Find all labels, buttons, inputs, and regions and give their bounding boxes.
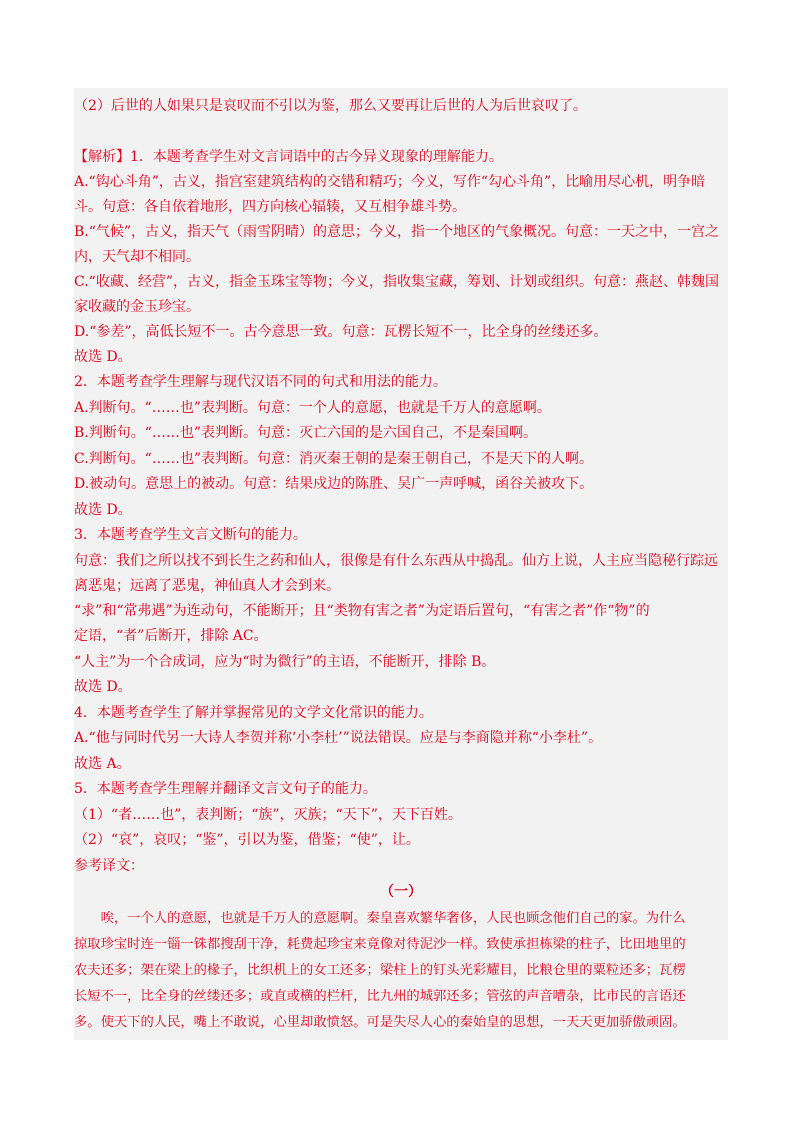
analysis-line: 内，天气却不相同。 xyxy=(74,249,200,265)
translation-line: 多。使天下的人民，嘴上不敢说，心里却敢愤怒。可是失尽人心的秦始皇的思想，一天天更加骄傲顽固。 xyxy=(74,1015,686,1030)
analysis-line: 定语，“者”后断开，排除 AC。 xyxy=(74,628,268,644)
translation-line: 长短不一，比全身的丝缕还多；或直或横的栏杆，比九州的城郭还多；管弦的声音嘈杂，比市民的言语还 xyxy=(74,989,686,1004)
analysis-line: “人主”为一个合成词，应为“时为微行”的主语，不能断开，排除 B。 xyxy=(74,654,496,670)
analysis-heading: 2．本题考查学生理解与现代汉语不同的句式和用法的能力。 xyxy=(74,374,447,390)
translation-line: 农夫还多；架在梁上的椽子，比织机上的女工还多；梁柱上的钉头光彩耀目，比粮仓里的粟粒还多；瓦楞 xyxy=(74,963,686,978)
analysis-line: D.被动句。意思上的被动。句意：结果戍边的陈胜、吴广一声呼喊，函谷关被攻下。 xyxy=(74,476,594,492)
analysis-line: “求”和“常弗遇”为连动句，不能断开；且“类物有害之者”为定语后置句，“有害之者”作“物”的 xyxy=(74,603,650,619)
translation-line: 掠取珍宝时连一锱一铢都搜刮干净，耗费起珍宝来竟像对待泥沙一样。致使承担栋梁的柱子，比田地里的 xyxy=(74,937,686,952)
answer-choice-line: 故选 D。 xyxy=(74,679,132,695)
analysis-heading: 3．本题考查学生文言文断句的能力。 xyxy=(74,527,307,543)
reference-translation-label: 参考译文： xyxy=(74,858,144,874)
analysis-line: A.判断句。“……也”表判断。句意：一个人的意愿，也就是千万人的意愿啊。 xyxy=(74,400,551,416)
analysis-heading: 4．本题考查学生了解并掌握常见的文学文化常识的能力。 xyxy=(74,705,433,721)
analysis-heading: 5．本题考查学生理解并翻译文言文句子的能力。 xyxy=(74,781,377,797)
analysis-line: C.判断句。“……也”表判断。句意：消灭秦王朝的是秦王朝自己，不是天下的人啊。 xyxy=(74,451,593,467)
analysis-line: B.“气候”，古义，指天气（雨雪阴晴）的意思；今义，指一个地区的气象概况。句意：一天之中，一宫之 xyxy=(74,224,720,240)
analysis-line: 斗。句意：各自依着地形，四方向核心辐辏，又互相争雄斗势。 xyxy=(74,199,466,215)
analysis-line: （2）“哀”，哀叹；“鉴”，引以为鉴，借鉴；“使”，让。 xyxy=(74,832,420,848)
analysis-line: A.“钩心斗角”，古义，指宫室建筑结构的交错和精巧；今义，写作“勾心斗角”，比喻用尽心机，明争暗 xyxy=(74,174,706,190)
analysis-line: A.“他与同时代另一大诗人李贺并称‘小李杜’”说法错误。应是与李商隐并称“小李杜”。 xyxy=(74,730,603,746)
answer-choice-line: 故选 A。 xyxy=(74,756,131,772)
analysis-line: 家收藏的金玉珍宝。 xyxy=(74,299,200,315)
analysis-line: C.“收藏、经营”，古义，指金玉珠宝等物；今义，指收集宝藏，筹划、计划或组织。句意：燕赵、韩魏国 xyxy=(74,274,719,290)
translation-heading: （一） xyxy=(380,884,422,900)
analysis-line: D.“参差”，高低长短不一。古今意思一致。句意：瓦楞长短不一，比全身的丝缕还多。 xyxy=(74,324,608,340)
translation-line: 唉，一个人的意愿，也就是千万人的意愿啊。秦皇喜欢繁华奢侈，人民也顾念他们自己的家。为什么 xyxy=(74,911,686,926)
analysis-line: 句意：我们之所以找不到长生之药和仙人，很像是有什么东西从中捣乱。仙方上说，人主应当隐秘行踪远 xyxy=(74,553,718,569)
analysis-line: （1）“者……也”，表判断；“族”，灭族；“天下”，天下百姓。 xyxy=(74,807,462,823)
answer-choice-line: 故选 D。 xyxy=(74,502,132,518)
answer-choice-line: 故选 D。 xyxy=(74,349,132,365)
analysis-heading: 【解析】1．本题考查学生对文言词语中的古今异义现象的理解能力。 xyxy=(74,149,503,165)
analysis-line: 离恶鬼；远离了恶鬼，神仙真人才会到来。 xyxy=(74,578,340,594)
analysis-line: B.判断句。“……也”表判断。句意：灭亡六国的是六国自己，不是秦国啊。 xyxy=(74,425,538,441)
answer-line-2: （2）后世的人如果只是哀叹而不引以为鉴，那么又要再让后世的人为后世哀叹了。 xyxy=(74,98,587,114)
